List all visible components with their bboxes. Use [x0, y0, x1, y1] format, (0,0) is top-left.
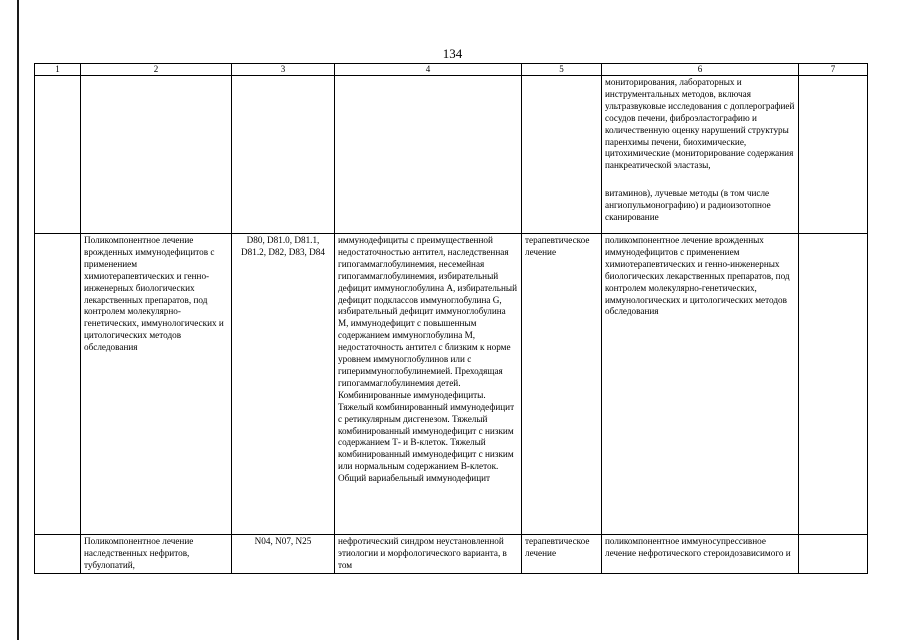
cell-treatment-name: Поликомпонентное лечение врожденных иммунодефицитов с применением химиотерапевтических и генно-инженерных биологических лекарственных препаратов, под контролем молекулярно-генетических, иммунологических и цитологических методов обследования: [81, 234, 232, 535]
cell-diagnosis: [335, 76, 522, 234]
method-text-part-1: мониторирования, лабораторных и инструментальных методов, включая ультразвуковые исследования с доплерографией сосудов печени, фиброэластографию и количественную оценку нарушений структуры паренхимы печени, биохимические, цитохимические (мониторирование содержания панкреатической эластазы,: [605, 77, 795, 171]
cell-treatment-type: [522, 76, 602, 234]
table-row: [35, 234, 868, 535]
header-cell: 3: [232, 64, 335, 76]
cell-treatment-name: Поликомпонентное лечение наследственных нефритов, тубулопатий,: [81, 535, 232, 574]
cell-treatment-type: терапевтическое лечение: [522, 234, 602, 535]
cell-icd-codes: [232, 76, 335, 234]
treatment-table: [34, 63, 868, 574]
cell-diagnosis: иммунодефициты с преимущественной недостаточностью антител, наследственная гипогаммаглобулинемия, несемейная гипогаммаглобулинемия, избирательный дефицит иммуноглобулина А, избирательный дефицит подклассов иммуноглобулина G, избирательный дефицит иммуноглобулина М, иммунодефицит с повышенным содержанием иммуноглобулина М, недостаточность антител с близким к норме уровнем иммуноглобулинов или с гипериммуноглобулинемией. Преходящая гипогаммаглобулинемия детей. Комбинированные иммунодефициты. Тяжелый комбинированный иммунодефицит с ретикулярным дисгенезом. Тяжелый комбинированный иммунодефицит с низким содержанием Т- и В-клеток. Тяжелый комбинированный иммунодефицит с низким или нормальным содержанием В-клеток. Общий вариабельный иммунодефицит: [335, 234, 522, 535]
cell-treatment-method: поликомпонентное иммуносупрессивное лечение нефротического стероидозависимого и: [602, 535, 799, 574]
cell-extra: [799, 234, 868, 535]
header-cell: 4: [335, 64, 522, 76]
cell-extra: [799, 535, 868, 574]
method-text-part-2: витаминов), лучевые методы (в том числе ангиопульмонографию) и радиоизотопное сканирование: [605, 188, 771, 223]
table-row: [35, 76, 868, 234]
cell-number: [35, 535, 81, 574]
header-cell: 5: [522, 64, 602, 76]
header-cell: 1: [35, 64, 81, 76]
header-cell: 7: [799, 64, 868, 76]
cell-number: [35, 234, 81, 535]
cell-treatment-type: терапевтическое лечение: [522, 535, 602, 574]
page-number: 134: [442, 46, 463, 61]
header-cell: 6: [602, 64, 799, 76]
cell-number: [35, 76, 81, 234]
cell-treatment-name: [81, 76, 232, 234]
cell-treatment-method: поликомпонентное лечение врожденных иммунодефицитов с применением химиотерапевтических и генно-инженерных биологических лекарственных препаратов, под контролем молекулярно-генетических, иммунологических и цитологических методов обследования: [602, 234, 799, 535]
cell-icd-codes: D80, D81.0, D81.1, D81.2, D82, D83, D84: [232, 234, 335, 535]
header-cell: 2: [81, 64, 232, 76]
table-row: [35, 535, 868, 574]
left-margin-rule: [17, 0, 19, 640]
cell-icd-codes: N04, N07, N25: [232, 535, 335, 574]
cell-diagnosis: нефротический синдром неустановленной этиологии и морфологического варианта, в том: [335, 535, 522, 574]
cell-extra: [799, 76, 868, 234]
header-row: [35, 64, 868, 76]
cell-treatment-method: [602, 76, 799, 234]
